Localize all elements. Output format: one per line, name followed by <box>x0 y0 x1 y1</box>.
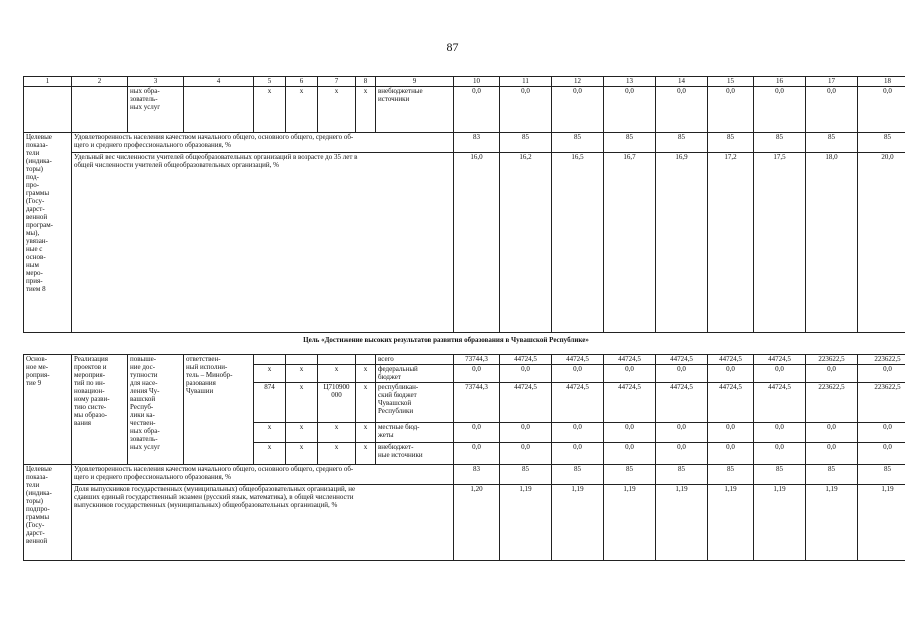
col-header: 6 <box>286 77 318 87</box>
col-header: 14 <box>656 77 708 87</box>
value-cell: 44724,5 <box>708 383 754 423</box>
code-cell: x <box>286 443 318 465</box>
value-cell: 16,0 <box>454 153 500 333</box>
value-cell: 0,0 <box>806 423 858 443</box>
value-cell: 0,0 <box>754 423 806 443</box>
funding-source: внебюджет- ные источники <box>376 443 454 465</box>
table-row <box>24 485 905 561</box>
value-cell: 0,0 <box>754 87 806 133</box>
value-cell: 1,19 <box>604 485 656 561</box>
code-cell: x <box>286 87 318 133</box>
table-row <box>24 465 905 485</box>
value-cell: 0,0 <box>858 365 905 383</box>
code-cell: 874 <box>254 383 286 423</box>
value-cell: 16,5 <box>552 153 604 333</box>
value-cell: 0,0 <box>754 443 806 465</box>
value-cell: 85 <box>604 133 656 153</box>
table-row <box>24 153 905 333</box>
value-cell: 17,2 <box>708 153 754 333</box>
code-cell: x <box>286 423 318 443</box>
event-goal-cell: ных обра- зователь- ных услуг <box>128 87 184 133</box>
indicator-text: Удовлетворенность населения качеством начального общего, основного общего, среднего об- щего и среднего профессионального образования, % <box>72 133 454 153</box>
code-cell: x <box>318 443 356 465</box>
indicator-text: Удовлетворенность населения качеством начального общего, основного общего, среднего об- щего и среднего профессионального образования, % <box>72 465 454 485</box>
value-cell: 1,19 <box>708 485 754 561</box>
col-header: 10 <box>454 77 500 87</box>
value-cell: 0,0 <box>604 365 656 383</box>
value-cell: 44724,5 <box>604 383 656 423</box>
value-cell: 0,0 <box>858 87 905 133</box>
col-header: 15 <box>708 77 754 87</box>
value-cell: 223622,5 <box>806 383 858 423</box>
code-cell: x <box>356 383 376 423</box>
value-cell: 0,0 <box>500 423 552 443</box>
value-cell: 223622,5 <box>858 383 905 423</box>
value-cell: 1,19 <box>754 485 806 561</box>
value-cell: 1,19 <box>500 485 552 561</box>
col-header: 5 <box>254 77 286 87</box>
value-cell: 0,0 <box>604 443 656 465</box>
col-header: 18 <box>858 77 905 87</box>
funding-source: республикан- ский бюджет Чувашской Республики <box>376 383 454 423</box>
value-cell: 44724,5 <box>708 355 754 365</box>
value-cell: 0,0 <box>754 365 806 383</box>
value-cell: 44724,5 <box>500 383 552 423</box>
value-cell: 44724,5 <box>500 355 552 365</box>
value-cell: 0,0 <box>552 365 604 383</box>
indicator-text: Удельный вес численности учителей общеобразовательных организаций в возрасте до 35 лет в общей численности учителей общеобразовательных организаций, % <box>72 153 454 333</box>
code-cell: x <box>318 365 356 383</box>
value-cell: 17,5 <box>754 153 806 333</box>
col-header: 8 <box>356 77 376 87</box>
value-cell: 0,0 <box>656 423 708 443</box>
code-cell: x <box>254 365 286 383</box>
value-cell: 0,0 <box>806 443 858 465</box>
col-header: 1 <box>24 77 72 87</box>
value-cell: 85 <box>552 465 604 485</box>
value-cell: 223622,5 <box>806 355 858 365</box>
col-header: 7 <box>318 77 356 87</box>
value-cell: 85 <box>708 133 754 153</box>
value-cell: 0,0 <box>500 87 552 133</box>
code-cell: x <box>318 423 356 443</box>
value-cell: 85 <box>754 465 806 485</box>
table-row <box>24 133 905 153</box>
value-cell: 16,9 <box>656 153 708 333</box>
value-cell: 44724,5 <box>604 355 656 365</box>
value-cell: 85 <box>806 133 858 153</box>
value-cell: 85 <box>656 465 708 485</box>
value-cell: 16,2 <box>500 153 552 333</box>
value-cell: 0,0 <box>708 423 754 443</box>
col-header: 13 <box>604 77 656 87</box>
value-cell: 0,0 <box>454 365 500 383</box>
col-header: 3 <box>128 77 184 87</box>
value-cell: 44724,5 <box>552 355 604 365</box>
value-cell: 1,19 <box>656 485 708 561</box>
value-cell: 0,0 <box>552 423 604 443</box>
value-cell: 44724,5 <box>656 355 708 365</box>
value-cell: 85 <box>552 133 604 153</box>
funding-source: внебюджетные источники <box>376 87 454 133</box>
col-header: 9 <box>376 77 454 87</box>
value-cell: 85 <box>754 133 806 153</box>
value-cell: 0,0 <box>656 87 708 133</box>
main-event-label: Основ- ное ме- роприя- тие 9 <box>24 355 72 465</box>
code-cell: x <box>318 87 356 133</box>
value-cell: 73744,3 <box>454 383 500 423</box>
value-cell: 44724,5 <box>754 355 806 365</box>
col-header: 11 <box>500 77 552 87</box>
value-cell: 85 <box>858 133 905 153</box>
code-cell: x <box>254 423 286 443</box>
table-row <box>24 355 905 365</box>
value-cell: 0,0 <box>806 365 858 383</box>
value-cell: 0,0 <box>656 365 708 383</box>
value-cell: 85 <box>604 465 656 485</box>
value-cell: 0,0 <box>708 443 754 465</box>
indicators-table-upper <box>23 76 905 333</box>
value-cell: 1,19 <box>806 485 858 561</box>
value-cell: 0,0 <box>454 423 500 443</box>
code-cell: Ц710900 000 <box>318 383 356 423</box>
col-header: 16 <box>754 77 806 87</box>
value-cell: 0,0 <box>552 87 604 133</box>
responsible-executor: ответствен- ный исполни- тель – Минобр- разования Чувашии <box>184 355 254 465</box>
value-cell: 0,0 <box>858 423 905 443</box>
value-cell: 0,0 <box>500 443 552 465</box>
indicators-table-lower <box>23 354 905 561</box>
value-cell: 1,19 <box>552 485 604 561</box>
value-cell: 83 <box>454 133 500 153</box>
value-cell: 0,0 <box>552 443 604 465</box>
value-cell: 85 <box>858 465 905 485</box>
value-cell: 223622,5 <box>858 355 905 365</box>
col-header: 12 <box>552 77 604 87</box>
value-cell: 0,0 <box>656 443 708 465</box>
value-cell: 85 <box>656 133 708 153</box>
funding-source: федеральный бюджет <box>376 365 454 383</box>
table-row <box>24 87 905 133</box>
value-cell: 0,0 <box>604 423 656 443</box>
value-cell: 85 <box>500 465 552 485</box>
value-cell: 83 <box>454 465 500 485</box>
value-cell: 0,0 <box>858 443 905 465</box>
value-cell: 0,0 <box>806 87 858 133</box>
value-cell: 0,0 <box>454 443 500 465</box>
value-cell: 0,0 <box>708 365 754 383</box>
value-cell: 18,0 <box>806 153 858 333</box>
code-cell: x <box>254 443 286 465</box>
value-cell: 85 <box>708 465 754 485</box>
value-cell: 1,19 <box>858 485 905 561</box>
indicator-text: Доля выпускников государственных (муниципальных) общеобразовательных организаций, не сдавших единый государственный экзамен (русский язык, математика), в общей численности выпускников государственных (муниципальных) общеобразовательных организаций, % <box>72 485 454 561</box>
goal-heading: Цель «Достижение высоких результатов развития образования в Чувашской Республике» <box>303 336 589 344</box>
targets-label: Целевые показа- тели (индика- торы) под- про- граммы (Госу- дарст- венной програм- мы), увязан- ные с основ- ным меро- прия- тием 8 <box>24 133 72 333</box>
event-goal-cell: повыше- ние дос- тупности для насе- ления Чу- вашской Респуб- лики ка- чествен- ных обра- зователь- ных услуг <box>128 355 184 465</box>
funding-source: местные бюд- жеты <box>376 423 454 443</box>
code-cell: x <box>356 365 376 383</box>
funding-source: всего <box>376 355 454 365</box>
code-cell: x <box>356 423 376 443</box>
page-number: 87 <box>446 40 459 54</box>
code-cell: x <box>286 383 318 423</box>
code-cell: x <box>286 365 318 383</box>
value-cell: 73744,3 <box>454 355 500 365</box>
targets-label: Целевые показа- тели (индика- торы) подпро- граммы (Госу- дарст- венной <box>24 465 72 561</box>
value-cell: 20,0 <box>858 153 905 333</box>
value-cell: 85 <box>806 465 858 485</box>
value-cell: 44724,5 <box>552 383 604 423</box>
col-header: 4 <box>184 77 254 87</box>
value-cell: 85 <box>500 133 552 153</box>
code-cell: x <box>356 87 376 133</box>
value-cell: 0,0 <box>454 87 500 133</box>
value-cell: 1,20 <box>454 485 500 561</box>
col-header: 17 <box>806 77 858 87</box>
column-number-row <box>24 77 905 87</box>
code-cell: x <box>254 87 286 133</box>
value-cell: 0,0 <box>604 87 656 133</box>
value-cell: 44724,5 <box>656 383 708 423</box>
code-cell: x <box>356 443 376 465</box>
value-cell: 0,0 <box>708 87 754 133</box>
col-header: 2 <box>72 77 128 87</box>
value-cell: 44724,5 <box>754 383 806 423</box>
value-cell: 16,7 <box>604 153 656 333</box>
event-name: Реализация проектов и мероприя- тий по ин- новацион- ному разви- тию систе- мы образо- вания <box>72 355 128 465</box>
value-cell: 0,0 <box>500 365 552 383</box>
